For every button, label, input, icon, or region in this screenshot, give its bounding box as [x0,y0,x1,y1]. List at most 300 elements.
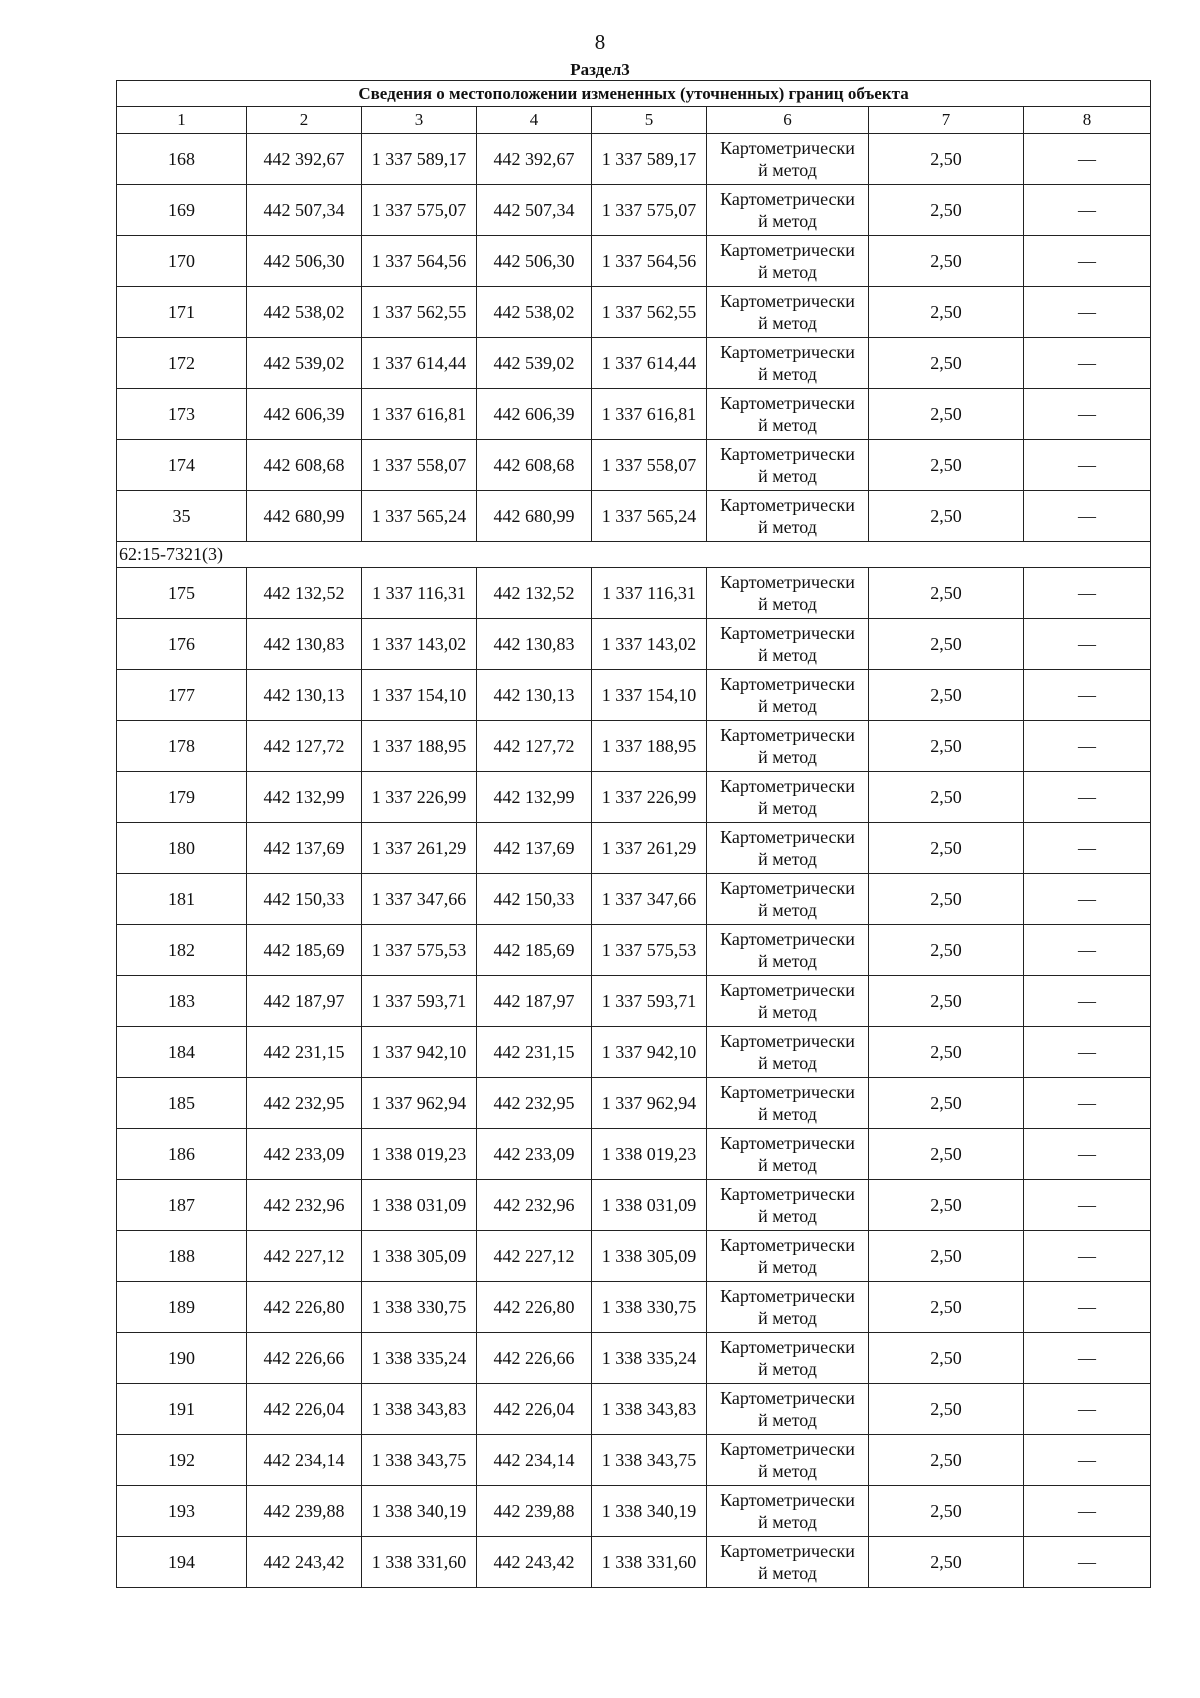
x-refined-cell: 442 234,14 [477,1435,592,1486]
dash-cell: — [1024,338,1151,389]
method-text-line-2: й метод [758,1104,817,1124]
method-cell [707,1180,869,1231]
table-row [117,1180,1151,1231]
y-refined-cell: 1 338 330,75 [592,1282,707,1333]
method-cell [707,1282,869,1333]
point-number-cell: 174 [117,440,247,491]
y-refined-cell: 1 337 562,55 [592,287,707,338]
y-refined-cell: 1 337 565,24 [592,491,707,542]
table-row [117,491,1151,542]
point-number-cell: 188 [117,1231,247,1282]
point-number-cell: 171 [117,287,247,338]
x-refined-cell: 442 232,95 [477,1078,592,1129]
y-refined-cell: 1 338 335,24 [592,1333,707,1384]
dash-cell: — [1024,568,1151,619]
accuracy-cell: 2,50 [869,389,1024,440]
method-text-line-1: Картометрически [720,674,855,694]
x-refined-cell: 442 506,30 [477,236,592,287]
y-existing-cell: 1 337 188,95 [362,721,477,772]
method-cell [707,1078,869,1129]
table-body-block-2 [117,568,1151,1588]
method-cell [707,1231,869,1282]
column-header: 2 [247,107,362,134]
table-row [117,236,1151,287]
x-existing-cell: 442 232,95 [247,1078,362,1129]
table-row [117,1282,1151,1333]
method-text-line-1: Картометрически [720,1541,855,1561]
point-number-cell: 169 [117,185,247,236]
y-existing-cell: 1 337 565,24 [362,491,477,542]
point-number-cell: 182 [117,925,247,976]
method-text-line-2: й метод [758,262,817,282]
dash-cell: — [1024,1435,1151,1486]
accuracy-cell: 2,50 [869,1078,1024,1129]
accuracy-cell: 2,50 [869,338,1024,389]
dash-cell: — [1024,772,1151,823]
point-number-cell: 187 [117,1180,247,1231]
table-row [117,1027,1151,1078]
x-refined-cell: 442 608,68 [477,440,592,491]
x-refined-cell: 442 606,39 [477,389,592,440]
point-number-cell: 180 [117,823,247,874]
y-refined-cell: 1 337 589,17 [592,134,707,185]
method-cell [707,1486,869,1537]
accuracy-cell: 2,50 [869,1537,1024,1588]
point-number-cell: 35 [117,491,247,542]
accuracy-cell: 2,50 [869,670,1024,721]
table-row [117,1129,1151,1180]
point-number-cell: 193 [117,1486,247,1537]
accuracy-cell: 2,50 [869,1027,1024,1078]
x-existing-cell: 442 680,99 [247,491,362,542]
x-existing-cell: 442 538,02 [247,287,362,338]
table-row [117,1435,1151,1486]
dash-cell: — [1024,1333,1151,1384]
y-existing-cell: 1 337 616,81 [362,389,477,440]
method-text-line-1: Картометрически [720,393,855,413]
accuracy-cell: 2,50 [869,134,1024,185]
dash-cell: — [1024,389,1151,440]
table-row [117,1078,1151,1129]
method-text-line-1: Картометрически [720,1133,855,1153]
table-row [117,823,1151,874]
method-text-line-2: й метод [758,594,817,614]
point-number-cell: 183 [117,976,247,1027]
x-existing-cell: 442 130,13 [247,670,362,721]
y-existing-cell: 1 337 347,66 [362,874,477,925]
y-refined-cell: 1 337 143,02 [592,619,707,670]
accuracy-cell: 2,50 [869,1231,1024,1282]
y-existing-cell: 1 337 589,17 [362,134,477,185]
dash-cell: — [1024,976,1151,1027]
method-text-line-1: Картометрически [720,291,855,311]
x-existing-cell: 442 606,39 [247,389,362,440]
y-existing-cell: 1 337 564,56 [362,236,477,287]
y-refined-cell: 1 337 614,44 [592,338,707,389]
method-text-line-2: й метод [758,466,817,486]
dash-cell: — [1024,287,1151,338]
point-number-cell: 185 [117,1078,247,1129]
x-existing-cell: 442 231,15 [247,1027,362,1078]
page-number: 8 [594,30,606,54]
method-text-line-2: й метод [758,160,817,180]
y-refined-cell: 1 337 226,99 [592,772,707,823]
y-refined-cell: 1 337 616,81 [592,389,707,440]
x-refined-cell: 442 231,15 [477,1027,592,1078]
accuracy-cell: 2,50 [869,1486,1024,1537]
x-existing-cell: 442 226,04 [247,1384,362,1435]
method-cell [707,389,869,440]
point-number-cell: 194 [117,1537,247,1588]
method-cell [707,772,869,823]
x-refined-cell: 442 239,88 [477,1486,592,1537]
method-text-line-2: й метод [758,1308,817,1328]
point-number-cell: 175 [117,568,247,619]
x-existing-cell: 442 137,69 [247,823,362,874]
x-refined-cell: 442 233,09 [477,1129,592,1180]
group-label: 62:15-7321(3) [117,542,1151,568]
dash-cell: — [1024,1078,1151,1129]
y-refined-cell: 1 337 564,56 [592,236,707,287]
method-cell [707,1333,869,1384]
method-cell [707,925,869,976]
point-number-cell: 176 [117,619,247,670]
method-cell [707,823,869,874]
section-title: Раздел3 [570,60,630,79]
column-header: 1 [117,107,247,134]
accuracy-cell: 2,50 [869,287,1024,338]
column-header: 8 [1024,107,1151,134]
method-cell [707,134,869,185]
dash-cell: — [1024,1486,1151,1537]
point-number-cell: 179 [117,772,247,823]
x-refined-cell: 442 243,42 [477,1537,592,1588]
x-existing-cell: 442 132,52 [247,568,362,619]
y-existing-cell: 1 338 335,24 [362,1333,477,1384]
method-text-line-1: Картометрически [720,342,855,362]
accuracy-cell: 2,50 [869,823,1024,874]
table-row [117,976,1151,1027]
y-existing-cell: 1 338 331,60 [362,1537,477,1588]
x-refined-cell: 442 392,67 [477,134,592,185]
method-cell [707,491,869,542]
y-refined-cell: 1 337 942,10 [592,1027,707,1078]
table-row [117,185,1151,236]
method-text-line-1: Картометрически [720,138,855,158]
accuracy-cell: 2,50 [869,236,1024,287]
accuracy-cell: 2,50 [869,619,1024,670]
x-refined-cell: 442 680,99 [477,491,592,542]
method-cell [707,1384,869,1435]
method-cell [707,1537,869,1588]
dash-cell: — [1024,1231,1151,1282]
method-text-line-1: Картометрически [720,878,855,898]
y-existing-cell: 1 338 305,09 [362,1231,477,1282]
y-existing-cell: 1 337 575,53 [362,925,477,976]
method-text-line-1: Картометрически [720,444,855,464]
accuracy-cell: 2,50 [869,1129,1024,1180]
method-text-line-2: й метод [758,1155,817,1175]
dash-cell: — [1024,1537,1151,1588]
method-text-line-1: Картометрически [720,1388,855,1408]
method-text-line-2: й метод [758,696,817,716]
method-text-line-2: й метод [758,747,817,767]
accuracy-cell: 2,50 [869,925,1024,976]
y-refined-cell: 1 338 031,09 [592,1180,707,1231]
method-text-line-2: й метод [758,951,817,971]
accuracy-cell: 2,50 [869,440,1024,491]
method-text-line-1: Картометрически [720,495,855,515]
accuracy-cell: 2,50 [869,1435,1024,1486]
method-text-line-2: й метод [758,1053,817,1073]
y-existing-cell: 1 337 116,31 [362,568,477,619]
x-existing-cell: 442 239,88 [247,1486,362,1537]
x-existing-cell: 442 185,69 [247,925,362,976]
method-text-line-2: й метод [758,1257,817,1277]
x-existing-cell: 442 150,33 [247,874,362,925]
y-refined-cell: 1 337 116,31 [592,568,707,619]
method-cell [707,721,869,772]
table-body-block-1 [117,134,1151,542]
point-number-cell: 186 [117,1129,247,1180]
accuracy-cell: 2,50 [869,772,1024,823]
accuracy-cell: 2,50 [869,568,1024,619]
x-existing-cell: 442 507,34 [247,185,362,236]
y-refined-cell: 1 338 331,60 [592,1537,707,1588]
y-refined-cell: 1 338 343,83 [592,1384,707,1435]
y-existing-cell: 1 338 019,23 [362,1129,477,1180]
table-row [117,772,1151,823]
y-existing-cell: 1 337 261,29 [362,823,477,874]
table-row [117,287,1151,338]
method-text-line-1: Картометрически [720,623,855,643]
column-number-row [117,107,1151,134]
table-row [117,568,1151,619]
method-cell [707,619,869,670]
x-existing-cell: 442 127,72 [247,721,362,772]
method-text-line-2: й метод [758,645,817,665]
x-existing-cell: 442 539,02 [247,338,362,389]
dash-cell: — [1024,1129,1151,1180]
table-row [117,1384,1151,1435]
method-text-line-2: й метод [758,211,817,231]
accuracy-cell: 2,50 [869,491,1024,542]
method-text-line-1: Картометрически [720,240,855,260]
y-refined-cell: 1 337 154,10 [592,670,707,721]
method-text-line-1: Картометрически [720,725,855,745]
table-row [117,1537,1151,1588]
x-existing-cell: 442 392,67 [247,134,362,185]
y-existing-cell: 1 337 154,10 [362,670,477,721]
x-refined-cell: 442 187,97 [477,976,592,1027]
method-text-line-2: й метод [758,1410,817,1430]
method-text-line-1: Картометрически [720,1082,855,1102]
table-row [117,1333,1151,1384]
y-existing-cell: 1 337 593,71 [362,976,477,1027]
column-header: 4 [477,107,592,134]
method-text-line-2: й метод [758,1512,817,1532]
column-header: 3 [362,107,477,134]
accuracy-cell: 2,50 [869,721,1024,772]
dash-cell: — [1024,491,1151,542]
accuracy-cell: 2,50 [869,1180,1024,1231]
column-header: 6 [707,107,869,134]
y-refined-cell: 1 338 305,09 [592,1231,707,1282]
y-refined-cell: 1 337 575,07 [592,185,707,236]
table-row [117,1231,1151,1282]
dash-cell: — [1024,1027,1151,1078]
x-refined-cell: 442 132,52 [477,568,592,619]
table-row [117,619,1151,670]
method-text-line-2: й метод [758,364,817,384]
dash-cell: — [1024,874,1151,925]
y-refined-cell: 1 337 575,53 [592,925,707,976]
method-text-line-2: й метод [758,849,817,869]
method-text-line-2: й метод [758,1461,817,1481]
x-existing-cell: 442 130,83 [247,619,362,670]
method-text-line-1: Картометрически [720,572,855,592]
method-cell [707,976,869,1027]
dash-cell: — [1024,925,1151,976]
table-caption: Сведения о местоположении измененных (уточненных) границ объекта [117,81,1151,107]
y-refined-cell: 1 337 558,07 [592,440,707,491]
dash-cell: — [1024,721,1151,772]
dash-cell: — [1024,670,1151,721]
x-refined-cell: 442 227,12 [477,1231,592,1282]
accuracy-cell: 2,50 [869,1384,1024,1435]
x-refined-cell: 442 507,34 [477,185,592,236]
x-existing-cell: 442 226,66 [247,1333,362,1384]
group-row [117,542,1151,568]
column-header: 7 [869,107,1024,134]
method-text-line-1: Картометрически [720,1286,855,1306]
y-existing-cell: 1 337 942,10 [362,1027,477,1078]
table-row [117,389,1151,440]
y-refined-cell: 1 338 343,75 [592,1435,707,1486]
y-existing-cell: 1 337 558,07 [362,440,477,491]
table-row [117,1486,1151,1537]
x-refined-cell: 442 226,66 [477,1333,592,1384]
y-existing-cell: 1 337 962,94 [362,1078,477,1129]
y-existing-cell: 1 338 343,75 [362,1435,477,1486]
method-text-line-1: Картометрически [720,1235,855,1255]
x-refined-cell: 442 130,83 [477,619,592,670]
table-row [117,338,1151,389]
x-existing-cell: 442 506,30 [247,236,362,287]
dash-cell: — [1024,185,1151,236]
table-row [117,440,1151,491]
coordinates-table [116,80,1151,1588]
method-cell [707,185,869,236]
point-number-cell: 191 [117,1384,247,1435]
method-text-line-1: Картометрически [720,1184,855,1204]
table-row [117,670,1151,721]
y-refined-cell: 1 337 962,94 [592,1078,707,1129]
table-row [117,134,1151,185]
method-text-line-2: й метод [758,1002,817,1022]
point-number-cell: 173 [117,389,247,440]
x-refined-cell: 442 226,80 [477,1282,592,1333]
table-row [117,925,1151,976]
point-number-cell: 189 [117,1282,247,1333]
x-refined-cell: 442 130,13 [477,670,592,721]
x-existing-cell: 442 227,12 [247,1231,362,1282]
table-caption-row [117,81,1151,107]
table-row [117,874,1151,925]
dash-cell: — [1024,1384,1151,1435]
point-number-cell: 178 [117,721,247,772]
method-cell [707,1027,869,1078]
point-number-cell: 177 [117,670,247,721]
method-text-line-1: Картометрически [720,1490,855,1510]
method-text-line-2: й метод [758,900,817,920]
x-refined-cell: 442 132,99 [477,772,592,823]
method-text-line-2: й метод [758,1359,817,1379]
dash-cell: — [1024,823,1151,874]
y-refined-cell: 1 337 261,29 [592,823,707,874]
y-existing-cell: 1 337 226,99 [362,772,477,823]
accuracy-cell: 2,50 [869,874,1024,925]
method-cell [707,287,869,338]
dash-cell: — [1024,134,1151,185]
method-text-line-1: Картометрически [720,929,855,949]
y-existing-cell: 1 338 031,09 [362,1180,477,1231]
accuracy-cell: 2,50 [869,1282,1024,1333]
method-cell [707,874,869,925]
y-existing-cell: 1 338 330,75 [362,1282,477,1333]
method-cell [707,670,869,721]
method-text-line-1: Картометрически [720,980,855,1000]
method-cell [707,236,869,287]
method-text-line-2: й метод [758,798,817,818]
point-number-cell: 190 [117,1333,247,1384]
method-text-line-1: Картометрически [720,1337,855,1357]
point-number-cell: 192 [117,1435,247,1486]
point-number-cell: 184 [117,1027,247,1078]
table-row [117,721,1151,772]
x-existing-cell: 442 226,80 [247,1282,362,1333]
y-refined-cell: 1 337 593,71 [592,976,707,1027]
method-cell [707,1435,869,1486]
x-refined-cell: 442 185,69 [477,925,592,976]
y-existing-cell: 1 337 143,02 [362,619,477,670]
x-existing-cell: 442 608,68 [247,440,362,491]
method-text-line-2: й метод [758,313,817,333]
point-number-cell: 181 [117,874,247,925]
method-text-line-2: й метод [758,1206,817,1226]
method-cell [707,1129,869,1180]
y-existing-cell: 1 337 575,07 [362,185,477,236]
x-existing-cell: 442 234,14 [247,1435,362,1486]
accuracy-cell: 2,50 [869,976,1024,1027]
y-existing-cell: 1 337 562,55 [362,287,477,338]
y-refined-cell: 1 338 019,23 [592,1129,707,1180]
method-cell [707,338,869,389]
x-refined-cell: 442 539,02 [477,338,592,389]
method-text-line-1: Картометрически [720,827,855,847]
method-cell [707,568,869,619]
y-refined-cell: 1 337 188,95 [592,721,707,772]
method-text-line-1: Картометрически [720,189,855,209]
y-refined-cell: 1 338 340,19 [592,1486,707,1537]
method-text-line-2: й метод [758,415,817,435]
dash-cell: — [1024,1180,1151,1231]
dash-cell: — [1024,440,1151,491]
x-refined-cell: 442 538,02 [477,287,592,338]
accuracy-cell: 2,50 [869,1333,1024,1384]
x-existing-cell: 442 232,96 [247,1180,362,1231]
method-text-line-1: Картометрически [720,1031,855,1051]
